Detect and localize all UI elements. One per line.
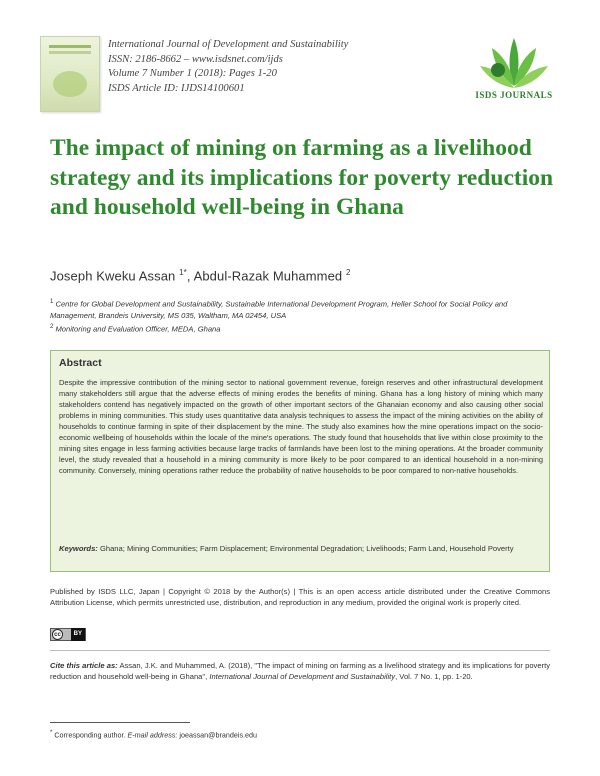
email-link[interactable]: joeassan@brandeis.edu bbox=[177, 730, 258, 740]
divider bbox=[50, 650, 550, 651]
footnote bbox=[50, 730, 550, 739]
footnote-rule bbox=[50, 722, 190, 723]
affiliation-number: 2 bbox=[50, 324, 54, 330]
abstract-text: Despite the impressive contribution of the mining sector to national government revenue, foreign reserves and other infrastructural development many stakeholders still argue that the adverse effects of mining erodes the benefits of mining. Ghana has a long history of mining which many stakeholders contend has negatively impacted on the growth of other important sectors of the Ghanaian economy and also causing other social problems in mining communities. This study uses quantitative data analysis techniques to assess the impact of the mining activities on the ability of households to continue farming in spite of their displacement by the mine. The study also examines how the mine operations impact on the socio-economic wellbeing of households within the locale of the mine's operations. The study found that households that live within close proximity to the mining sites engage in less farming activities because large tracks of farmlands have been lost to the mining operations. At the broader community level, the study revealed that a household in a mining community is more likely to be poor compared to an identical household in a non-mining community. Conversely, mining operations rather reduce the probability of native households to be poor compared to non-native households. bbox=[59, 378, 543, 475]
email-label: E-mail address: bbox=[127, 730, 178, 740]
author-name: Abdul-Razak Muhammed bbox=[193, 268, 346, 284]
author-name: Joseph Kweku Assan bbox=[50, 268, 180, 284]
keywords bbox=[59, 543, 543, 555]
abstract-heading: Abstract bbox=[59, 357, 102, 369]
issn-line: ISSN: 2186-8662 – www.isdsnet.com/ijds bbox=[108, 53, 283, 65]
journal-cover-thumbnail bbox=[40, 36, 100, 112]
affiliation-text: Centre for Global Development and Sustainability, Sustainable International Development Program, Heller School for Social Policy and Management, Brandeis University, MS 035, Waltham, MA 02454, USA bbox=[50, 299, 508, 320]
paper-title: The impact of mining on farming as a livelihood strategy and its implications for poverty reduction and household well-being in Ghana bbox=[50, 135, 554, 220]
affiliation-text: Monitoring and Evaluation Officer, MEDA, Ghana bbox=[53, 324, 221, 334]
footnote-marker: * bbox=[50, 730, 53, 736]
volume-line: Volume 7 Number 1 (2018): Pages 1-20 bbox=[108, 68, 277, 80]
publication-notice: Published by ISDS LLC, Japan | Copyright © 2018 by the Author(s) | This is an open access article distributed under the Creative Commons Attribution License, which permits unrestricted use, distribution, and reproduction in any medium, provided the original work is properly cited. bbox=[50, 587, 550, 608]
by-icon: BY bbox=[71, 628, 85, 641]
affiliation-1 bbox=[50, 297, 550, 321]
citation-rest: , Vol. 7 No. 1, pp. 1-20. bbox=[395, 672, 473, 682]
citation-text: Assan, J.K. and Muhammed, A. (2018), "The impact of mining on farming as a livelihood strategy and its implications for poverty reduction and household well-being in Ghana", bbox=[50, 661, 550, 682]
citation bbox=[50, 660, 550, 683]
creative-commons-badge-icon[interactable] bbox=[50, 628, 86, 641]
abstract-box bbox=[50, 350, 550, 572]
affiliation-number: 1 bbox=[50, 299, 54, 305]
cc-icon: cc bbox=[52, 629, 63, 640]
author-marker: 1* bbox=[179, 268, 187, 277]
author-list bbox=[50, 268, 351, 283]
author-separator: , bbox=[186, 268, 194, 284]
keywords-text: Ghana; Mining Communities; Farm Displacement; Environmental Degradation; Livelihoods; Farm Land, Household Poverty bbox=[97, 544, 514, 553]
logo-text: ISDS JOURNALS bbox=[475, 90, 553, 100]
keywords-label: Keywords: bbox=[59, 544, 98, 553]
citation-label: Cite this article as: bbox=[50, 661, 118, 670]
author-marker: 2 bbox=[345, 268, 351, 277]
footnote-text: Corresponding author. bbox=[52, 730, 128, 740]
article-id-line: ISDS Article ID: IJDS14100601 bbox=[108, 82, 245, 94]
affiliation-2 bbox=[50, 322, 550, 335]
journal-name: International Journal of Development and Sustainability bbox=[108, 39, 349, 50]
citation-journal: International Journal of Development and Sustainability bbox=[209, 672, 396, 682]
journal-info bbox=[108, 38, 428, 96]
